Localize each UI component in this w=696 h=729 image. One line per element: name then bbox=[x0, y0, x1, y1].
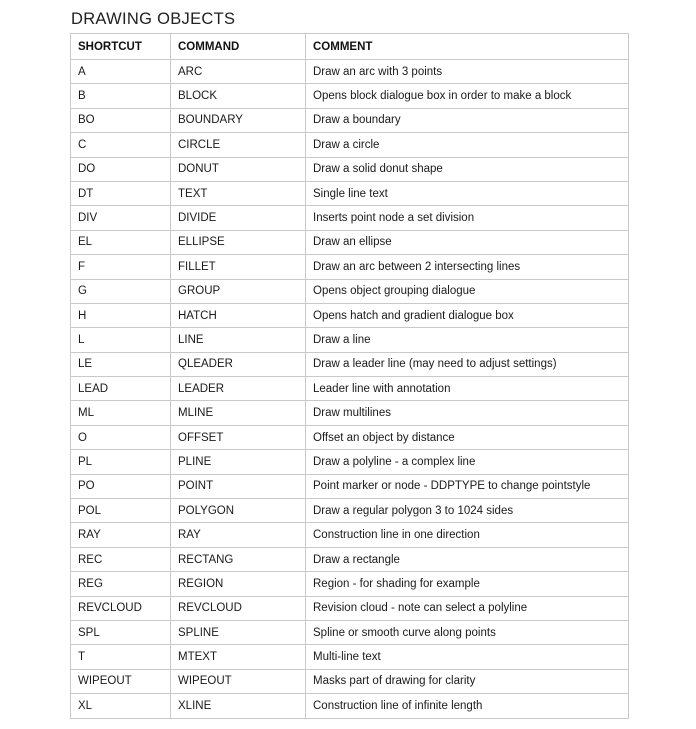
shortcut-cell: O bbox=[71, 425, 171, 449]
shortcut-cell: PO bbox=[71, 474, 171, 498]
comment-cell: Construction line in one direction bbox=[306, 523, 629, 547]
comment-cell: Opens object grouping dialogue bbox=[306, 279, 629, 303]
shortcut-cell: LE bbox=[71, 352, 171, 376]
table-row bbox=[71, 157, 629, 181]
shortcut-cell: POL bbox=[71, 499, 171, 523]
command-cell: PLINE bbox=[171, 450, 306, 474]
shortcut-cell: EL bbox=[71, 230, 171, 254]
table-row bbox=[71, 255, 629, 279]
shortcut-cell: T bbox=[71, 645, 171, 669]
shortcut-cell: G bbox=[71, 279, 171, 303]
table-row bbox=[71, 133, 629, 157]
shortcut-cell: XL bbox=[71, 694, 171, 718]
comment-cell: Region - for shading for example bbox=[306, 572, 629, 596]
shortcut-cell: SPL bbox=[71, 620, 171, 644]
table-header-row bbox=[71, 34, 629, 60]
table-row bbox=[71, 499, 629, 523]
shortcut-cell: B bbox=[71, 84, 171, 108]
shortcut-cell: ML bbox=[71, 401, 171, 425]
comment-cell: Multi-line text bbox=[306, 645, 629, 669]
header-shortcut: SHORTCUT bbox=[71, 34, 171, 60]
table-row bbox=[71, 572, 629, 596]
shortcut-cell: WIPEOUT bbox=[71, 669, 171, 693]
table-row bbox=[71, 206, 629, 230]
comment-cell: Draw an arc between 2 intersecting lines bbox=[306, 255, 629, 279]
shortcut-cell: H bbox=[71, 303, 171, 327]
comment-cell: Single line text bbox=[306, 181, 629, 205]
command-cell: CIRCLE bbox=[171, 133, 306, 157]
comment-cell: Revision cloud - note can select a polyline bbox=[306, 596, 629, 620]
command-cell: TEXT bbox=[171, 181, 306, 205]
table-row bbox=[71, 669, 629, 693]
command-cell: MTEXT bbox=[171, 645, 306, 669]
shortcut-cell: REC bbox=[71, 547, 171, 571]
table-row bbox=[71, 450, 629, 474]
comment-cell: Draw a circle bbox=[306, 133, 629, 157]
command-cell: BOUNDARY bbox=[171, 108, 306, 132]
table-row bbox=[71, 60, 629, 84]
command-cell: WIPEOUT bbox=[171, 669, 306, 693]
comment-cell: Opens hatch and gradient dialogue box bbox=[306, 303, 629, 327]
shortcut-cell: BO bbox=[71, 108, 171, 132]
table-row bbox=[71, 596, 629, 620]
table-row bbox=[71, 645, 629, 669]
table-row bbox=[71, 108, 629, 132]
table-row bbox=[71, 401, 629, 425]
command-cell: RAY bbox=[171, 523, 306, 547]
command-cell: REVCLOUD bbox=[171, 596, 306, 620]
comment-cell: Leader line with annotation bbox=[306, 377, 629, 401]
comment-cell: Draw an arc with 3 points bbox=[306, 60, 629, 84]
comment-cell: Point marker or node - DDPTYPE to change pointstyle bbox=[306, 474, 629, 498]
comment-cell: Draw a regular polygon 3 to 1024 sides bbox=[306, 499, 629, 523]
table-row bbox=[71, 377, 629, 401]
table-row bbox=[71, 425, 629, 449]
table-row bbox=[71, 523, 629, 547]
command-cell: SPLINE bbox=[171, 620, 306, 644]
header-command: COMMAND bbox=[171, 34, 306, 60]
command-cell: DONUT bbox=[171, 157, 306, 181]
table-row bbox=[71, 547, 629, 571]
command-cell: POINT bbox=[171, 474, 306, 498]
comment-cell: Draw an ellipse bbox=[306, 230, 629, 254]
command-cell: RECTANG bbox=[171, 547, 306, 571]
command-cell: HATCH bbox=[171, 303, 306, 327]
table-row bbox=[71, 352, 629, 376]
header-comment: COMMENT bbox=[306, 34, 629, 60]
command-cell: LINE bbox=[171, 328, 306, 352]
table-body bbox=[71, 60, 629, 719]
command-cell: OFFSET bbox=[171, 425, 306, 449]
command-cell: POLYGON bbox=[171, 499, 306, 523]
shortcut-cell: F bbox=[71, 255, 171, 279]
comment-cell: Opens block dialogue box in order to make a block bbox=[306, 84, 629, 108]
command-cell: MLINE bbox=[171, 401, 306, 425]
table-row bbox=[71, 303, 629, 327]
command-cell: ARC bbox=[171, 60, 306, 84]
page-title: DRAWING OBJECTS bbox=[71, 10, 236, 28]
comment-cell: Spline or smooth curve along points bbox=[306, 620, 629, 644]
command-cell: XLINE bbox=[171, 694, 306, 718]
command-cell: REGION bbox=[171, 572, 306, 596]
comment-cell: Masks part of drawing for clarity bbox=[306, 669, 629, 693]
table-row bbox=[71, 474, 629, 498]
command-cell: BLOCK bbox=[171, 84, 306, 108]
command-cell: DIVIDE bbox=[171, 206, 306, 230]
command-cell: LEADER bbox=[171, 377, 306, 401]
table-row bbox=[71, 694, 629, 718]
shortcut-cell: A bbox=[71, 60, 171, 84]
table-row bbox=[71, 328, 629, 352]
comment-cell: Construction line of infinite length bbox=[306, 694, 629, 718]
comment-cell: Draw a leader line (may need to adjust settings) bbox=[306, 352, 629, 376]
command-cell: GROUP bbox=[171, 279, 306, 303]
table-row bbox=[71, 279, 629, 303]
comment-cell: Draw a polyline - a complex line bbox=[306, 450, 629, 474]
table-row bbox=[71, 181, 629, 205]
shortcut-cell: REG bbox=[71, 572, 171, 596]
shortcut-cell: C bbox=[71, 133, 171, 157]
comment-cell: Draw a boundary bbox=[306, 108, 629, 132]
shortcut-cell: L bbox=[71, 328, 171, 352]
shortcut-cell: DIV bbox=[71, 206, 171, 230]
comment-cell: Draw multilines bbox=[306, 401, 629, 425]
shortcut-cell: PL bbox=[71, 450, 171, 474]
shortcut-cell: RAY bbox=[71, 523, 171, 547]
comment-cell: Draw a rectangle bbox=[306, 547, 629, 571]
table-row bbox=[71, 620, 629, 644]
command-cell: ELLIPSE bbox=[171, 230, 306, 254]
comment-cell: Inserts point node a set division bbox=[306, 206, 629, 230]
command-cell: FILLET bbox=[171, 255, 306, 279]
comment-cell: Offset an object by distance bbox=[306, 425, 629, 449]
shortcut-cell: REVCLOUD bbox=[71, 596, 171, 620]
shortcut-table bbox=[70, 33, 629, 719]
table-row bbox=[71, 230, 629, 254]
shortcut-cell: LEAD bbox=[71, 377, 171, 401]
comment-cell: Draw a solid donut shape bbox=[306, 157, 629, 181]
shortcut-cell: DT bbox=[71, 181, 171, 205]
command-cell: QLEADER bbox=[171, 352, 306, 376]
table-row bbox=[71, 84, 629, 108]
shortcut-cell: DO bbox=[71, 157, 171, 181]
comment-cell: Draw a line bbox=[306, 328, 629, 352]
